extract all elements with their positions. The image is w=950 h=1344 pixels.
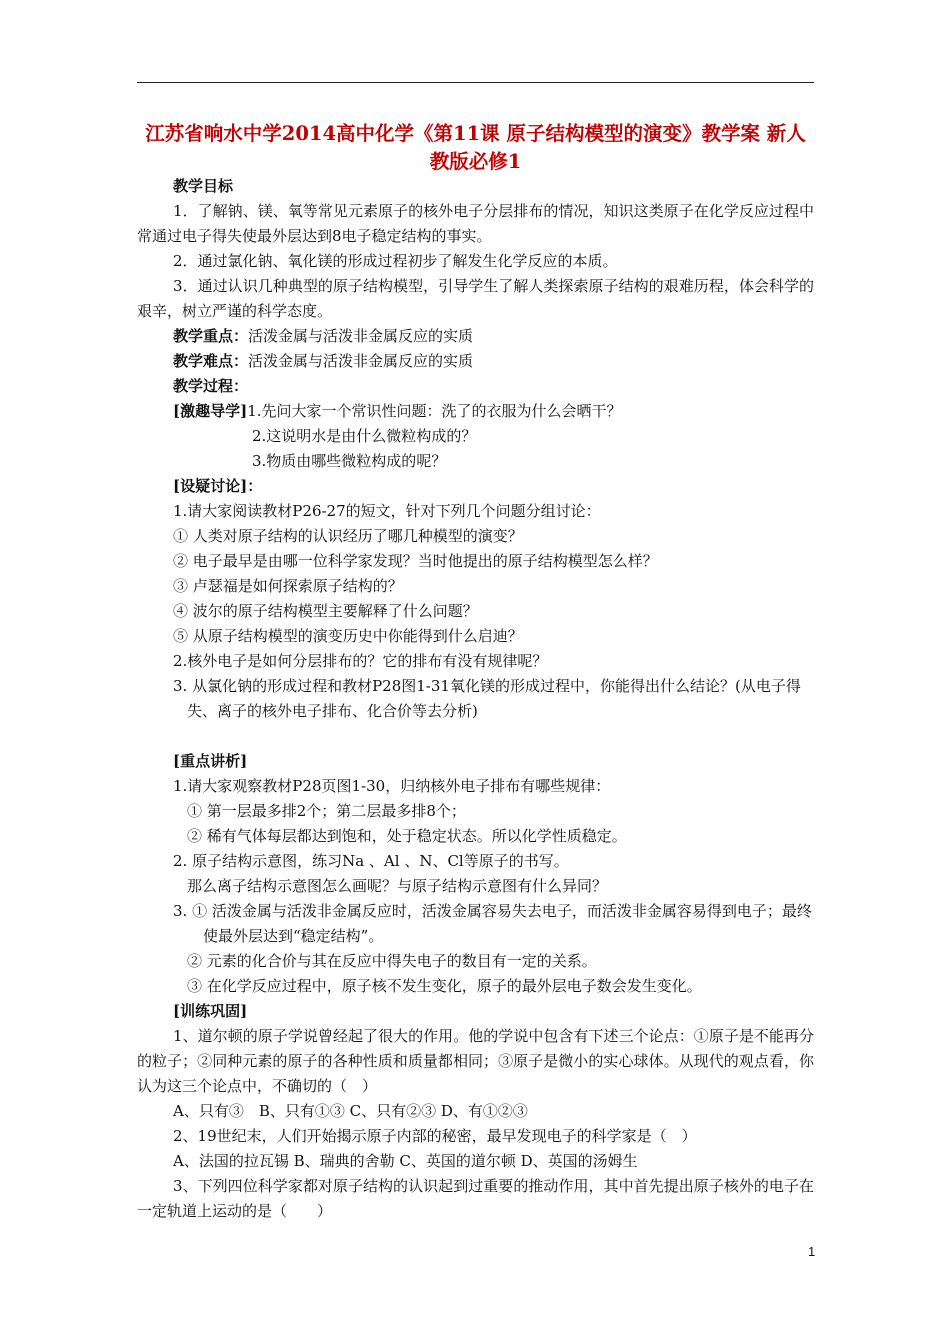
- lecture-subitem: ② 稀有气体每层都达到饱和，处于稳定状态。所以化学性质稳定。: [187, 827, 627, 845]
- page-number: 1: [808, 1244, 816, 1259]
- discussion-subitem: ① 人类对原子结构的认识经历了哪几种模型的演变？: [173, 527, 523, 545]
- discussion-subitem: ④ 波尔的原子结构模型主要解释了什么问题？: [173, 602, 478, 620]
- practice-question: 2、19世纪末，人们开始揭示原子内部的秘密，最早发现电子的科学家是（ ）: [173, 1127, 697, 1145]
- lecture-subitem: ③ 在化学反应过程中，原子核不发生变化，原子的最外层电子数会发生变化。: [187, 977, 702, 995]
- intro-item: 3.物质由哪些微粒构成的呢？: [252, 452, 447, 470]
- goals-heading: 教学目标: [173, 177, 234, 195]
- discussion-subitem: ⑤ 从原子结构模型的演变历史中你能得到什么启迪？: [173, 627, 523, 645]
- practice-options: A、法国的拉瓦锡 B、瑞典的舍勒 C、英国的道尔顿 D、英国的汤姆生: [173, 1152, 638, 1170]
- discussion-question: 3. 从氯化钠的形成过程和教材P28图1-31氧化镁的形成过程中，你能得出什么结论？(从电子得失、离子的核外电子排布、化合价等去分析): [173, 677, 801, 720]
- lecture-point: 2. 原子结构示意图，练习Na 、Al 、N、Cl等原子的书写。: [173, 852, 569, 870]
- difficult-point-text: 活泼金属与活泼非金属反应的实质: [248, 352, 474, 370]
- difficult-point-line: [137, 349, 814, 374]
- discussion-subitem: ② 电子最早是由哪一位科学家发现？当时他提出的原子结构模型怎么样？: [173, 552, 658, 570]
- practice-question: 1、道尔顿的原子学说曾经起了很大的作用。他的学说中包含有下述三个论点：①原子是不能再分的粒子；②同种元素的原子的各种性质和质量都相同；③原子是微小的实心球体。从现代的观点看，你认为这三个论点中，不确切的（ ）: [137, 1027, 814, 1095]
- lecture-followup: 那么离子结构示意图怎么画呢？与原子结构示意图有什么异同？: [187, 877, 608, 895]
- lecture-point: 3. ① 活泼金属与活泼非金属反应时，活泼金属容易失去电子，而活泼非金属容易得到电子；最终使最外层达到“稳定结构”。: [173, 902, 812, 945]
- goal-item: 2．通过氯化钠、氧化镁的形成过程初步了解发生化学反应的本质。: [173, 252, 618, 270]
- discussion-subitem: ③ 卢瑟福是如何探索原子结构的？: [173, 577, 403, 595]
- lecture-point: 1.请大家观察教材P28页图1-30，归纳核外电子排布有哪些规律：: [173, 777, 611, 795]
- discussion-question: 1.请大家阅读教材P26-27的短文，针对下列几个问题分组讨论：: [173, 502, 601, 520]
- discussion-question: 2.核外电子是如何分层排布的？它的排布有没有规律呢？: [173, 652, 548, 670]
- intro-line: [137, 399, 814, 424]
- header-rule: [137, 82, 814, 83]
- lecture-heading: [重点讲析]: [173, 752, 248, 770]
- intro-item: 2.这说明水是由什么微粒构成的？: [252, 427, 477, 445]
- intro-item: 1.先问大家一个常识性问题：洗了的衣服为什么会晒干？: [247, 402, 622, 420]
- goal-item: 1．了解钠、镁、氧等常见元素原子的核外电子分层排布的情况，知识这类原子在化学反应过程中常通过电子得失使最外层达到8电子稳定结构的事实。: [137, 202, 814, 245]
- difficult-point-label: 教学难点：: [173, 352, 249, 370]
- key-point-line: [137, 324, 814, 349]
- discussion-heading: [设疑讨论]：: [173, 477, 263, 495]
- process-heading: 教学过程：: [173, 377, 249, 395]
- practice-options: A、只有③ B、只有①③ C、只有②③ D、有①②③: [173, 1102, 528, 1120]
- lecture-subitem: ② 元素的化合价与其在反应中得失电子的数目有一定的关系。: [187, 952, 597, 970]
- key-point-text: 活泼金属与活泼非金属反应的实质: [248, 327, 474, 345]
- lecture-subitem: ① 第一层最多排2个；第二层最多排8个；: [187, 802, 466, 820]
- goal-item: 3．通过认识几种典型的原子结构模型，引导学生了解人类探索原子结构的艰难历程，体会科学的艰辛，树立严谨的科学态度。: [137, 277, 814, 320]
- document-body: [137, 174, 814, 1224]
- document-title: 江苏省响水中学2014高中化学《第11课 原子结构模型的演变》教学案 新人教版必修1: [145, 122, 806, 173]
- intro-label: [激趣导学]: [173, 402, 248, 420]
- practice-heading: [训练巩固]: [173, 1002, 248, 1020]
- spacer: [137, 724, 814, 749]
- key-point-label: 教学重点：: [173, 327, 249, 345]
- practice-question: 3、下列四位科学家都对原子结构的认识起到过重要的推动作用，其中首先提出原子核外的电子在一定轨道上运动的是（ ）: [137, 1177, 814, 1220]
